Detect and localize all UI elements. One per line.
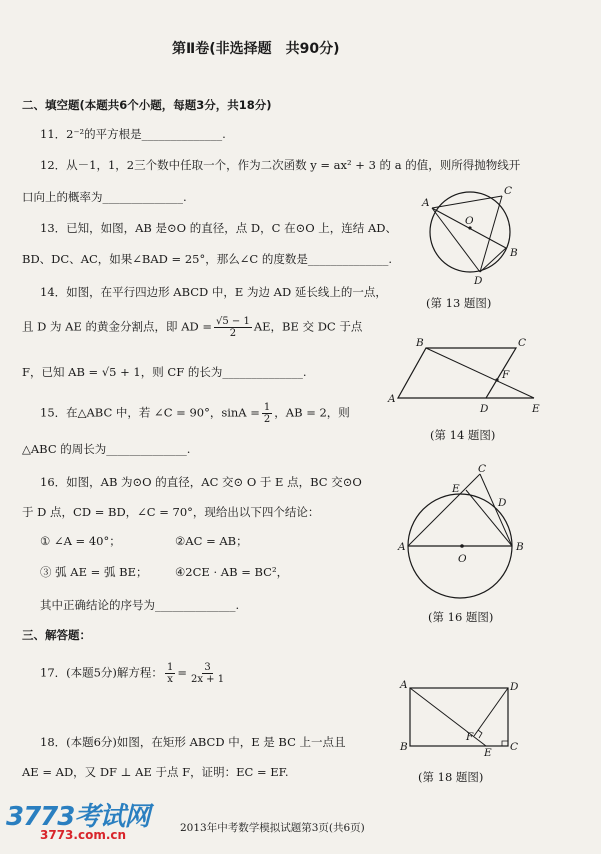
question-17: 17．(本题5分)解方程： $\frac{1}{x}$ = $\frac{3}{2x + 1}$: [40, 662, 225, 685]
label-b: B: [510, 247, 518, 259]
page-footer: 2013年中考数学模拟试题第3页(共6页): [180, 822, 365, 834]
question-18-line1: 18．(本题6分)如图，在矩形 ABCD 中，E 是 BC 上一点且: [40, 735, 346, 749]
circle-o: [430, 192, 510, 272]
figure-14-caption: (第 14 题图): [430, 428, 496, 442]
watermark-url: 3773.com.cn: [40, 828, 127, 842]
label-a: A: [422, 197, 430, 209]
fraction-golden-ratio: $\frac{√5 - 1}{2}$: [216, 316, 250, 339]
label-a: A: [398, 541, 406, 553]
label-d: D: [498, 497, 507, 509]
label-o: O: [465, 215, 474, 227]
segment-df: [474, 688, 508, 736]
question-14-line3: F，已知 AB = √5 + 1，则 CF 的长为______________.: [22, 365, 307, 379]
question-14-line1: 14．如图，在平行四边形 ABCD 中，E 为边 AD 延长线上的一点，: [40, 285, 387, 299]
figure-13-caption: (第 13 题图): [426, 296, 492, 310]
label-c: C: [478, 463, 487, 475]
segment-be: [426, 348, 534, 398]
question-16-choice-2: ②AC = AB；: [175, 534, 248, 548]
figure-13-diagram: [418, 182, 528, 292]
fraction-sin: $\frac{1}{2}$: [263, 402, 271, 425]
segment-cb: [480, 474, 512, 546]
question-16-choice-1: ① ∠A = 40°；: [40, 534, 121, 548]
question-13-line1: 13．已知，如图，AB 是⊙O 的直径，点 D，C 在⊙O 上，连结 AD、: [40, 221, 397, 235]
question-16-line2: 于 D 点，CD = BD，∠C = 70°，现给出以下四个结论：: [22, 505, 320, 519]
label-c: C: [504, 185, 513, 197]
question-15-line2: △ABC 的周长为______________.: [22, 442, 191, 456]
page-title: 第Ⅱ卷(非选择题 共90分): [172, 41, 340, 57]
segment-ae: [410, 688, 486, 746]
figure-16: [398, 462, 538, 632]
figure-14-diagram: [388, 336, 554, 416]
figure-18-caption: (第 18 题图): [418, 770, 484, 784]
label-b: B: [516, 541, 524, 553]
figure-14: [388, 336, 554, 446]
figure-18-diagram: [398, 678, 528, 758]
label-o: O: [458, 553, 467, 565]
fraction-1-over-x: $\frac{1}{x}$: [166, 662, 174, 685]
question-14-line2: 且 D 为 AE 的黄金分割点，即 AD = $\frac{√5 - 1}{2}$ AE，BE 交 DC 于点: [22, 316, 363, 339]
question-15-line1: 15．在△ABC 中，若 ∠C = 90°，sinA = $\frac{1}{2}$ ，AB = 2，则: [40, 402, 350, 425]
figure-13: [418, 182, 528, 322]
question-16-line1: 16．如图，AB 为⊙O 的直径，AC 交⊙ O 于 E 点，BC 交⊙O: [40, 475, 362, 489]
label-e: E: [484, 747, 492, 759]
segment-ac: [408, 474, 480, 546]
parallelogram-abcd: [398, 348, 516, 398]
section-heading-answer: 三、解答题：: [22, 628, 91, 642]
section-heading-fill-blank: 二、填空题(本题共6个小题，每题3分，共18分): [22, 98, 272, 112]
label-a: A: [400, 679, 408, 691]
question-11: 11．2⁻²的平方根是______________.: [40, 127, 226, 141]
label-a: A: [388, 393, 396, 405]
right-angle-mark-c: [502, 741, 508, 746]
label-b: B: [416, 337, 424, 349]
question-12-line1: 12．从－1，1，2三个数中任取一个，作为二次函数 y = ax² + 3 的 a 的值，则所得抛物线开: [40, 158, 521, 172]
question-18-line2: AE = AD，又 DF ⊥ AE 于点 F，证明：EC = EF.: [22, 765, 289, 779]
label-c: C: [510, 741, 519, 753]
fraction-3-over-2x-plus-1: $\frac{3}{2x + 1}$: [190, 662, 225, 685]
segment-ac: [432, 196, 502, 208]
label-f: F: [502, 369, 510, 381]
question-16-choice-3: ③ 弧 AE = 弧 BE；: [40, 565, 148, 579]
question-16-line5: 其中正确结论的序号为______________.: [40, 598, 240, 612]
center-point-o: [460, 544, 464, 548]
label-e: E: [452, 483, 460, 495]
watermark-brand-logo: 3773考试网: [6, 802, 150, 832]
right-angle-mark-f: [478, 730, 482, 738]
question-13-line2: BD、DC、AC，如果∠BAD = 25°，那么∠C 的度数是______________.: [22, 252, 392, 266]
label-e: E: [532, 403, 540, 415]
point-f: [495, 378, 498, 381]
label-d: D: [510, 681, 519, 693]
figure-18: [398, 678, 528, 788]
label-c: C: [518, 337, 527, 349]
question-12-line2: 口向上的概率为______________.: [22, 190, 187, 204]
figure-16-caption: (第 16 题图): [428, 610, 494, 624]
label-f: F: [466, 731, 474, 743]
label-d: D: [480, 403, 489, 415]
label-d: D: [474, 275, 483, 287]
question-16-choice-4: ④2CE · AB = BC²，: [175, 565, 289, 579]
figure-16-diagram: [398, 462, 538, 602]
rectangle-abcd: [410, 688, 508, 746]
label-b: B: [400, 741, 408, 753]
